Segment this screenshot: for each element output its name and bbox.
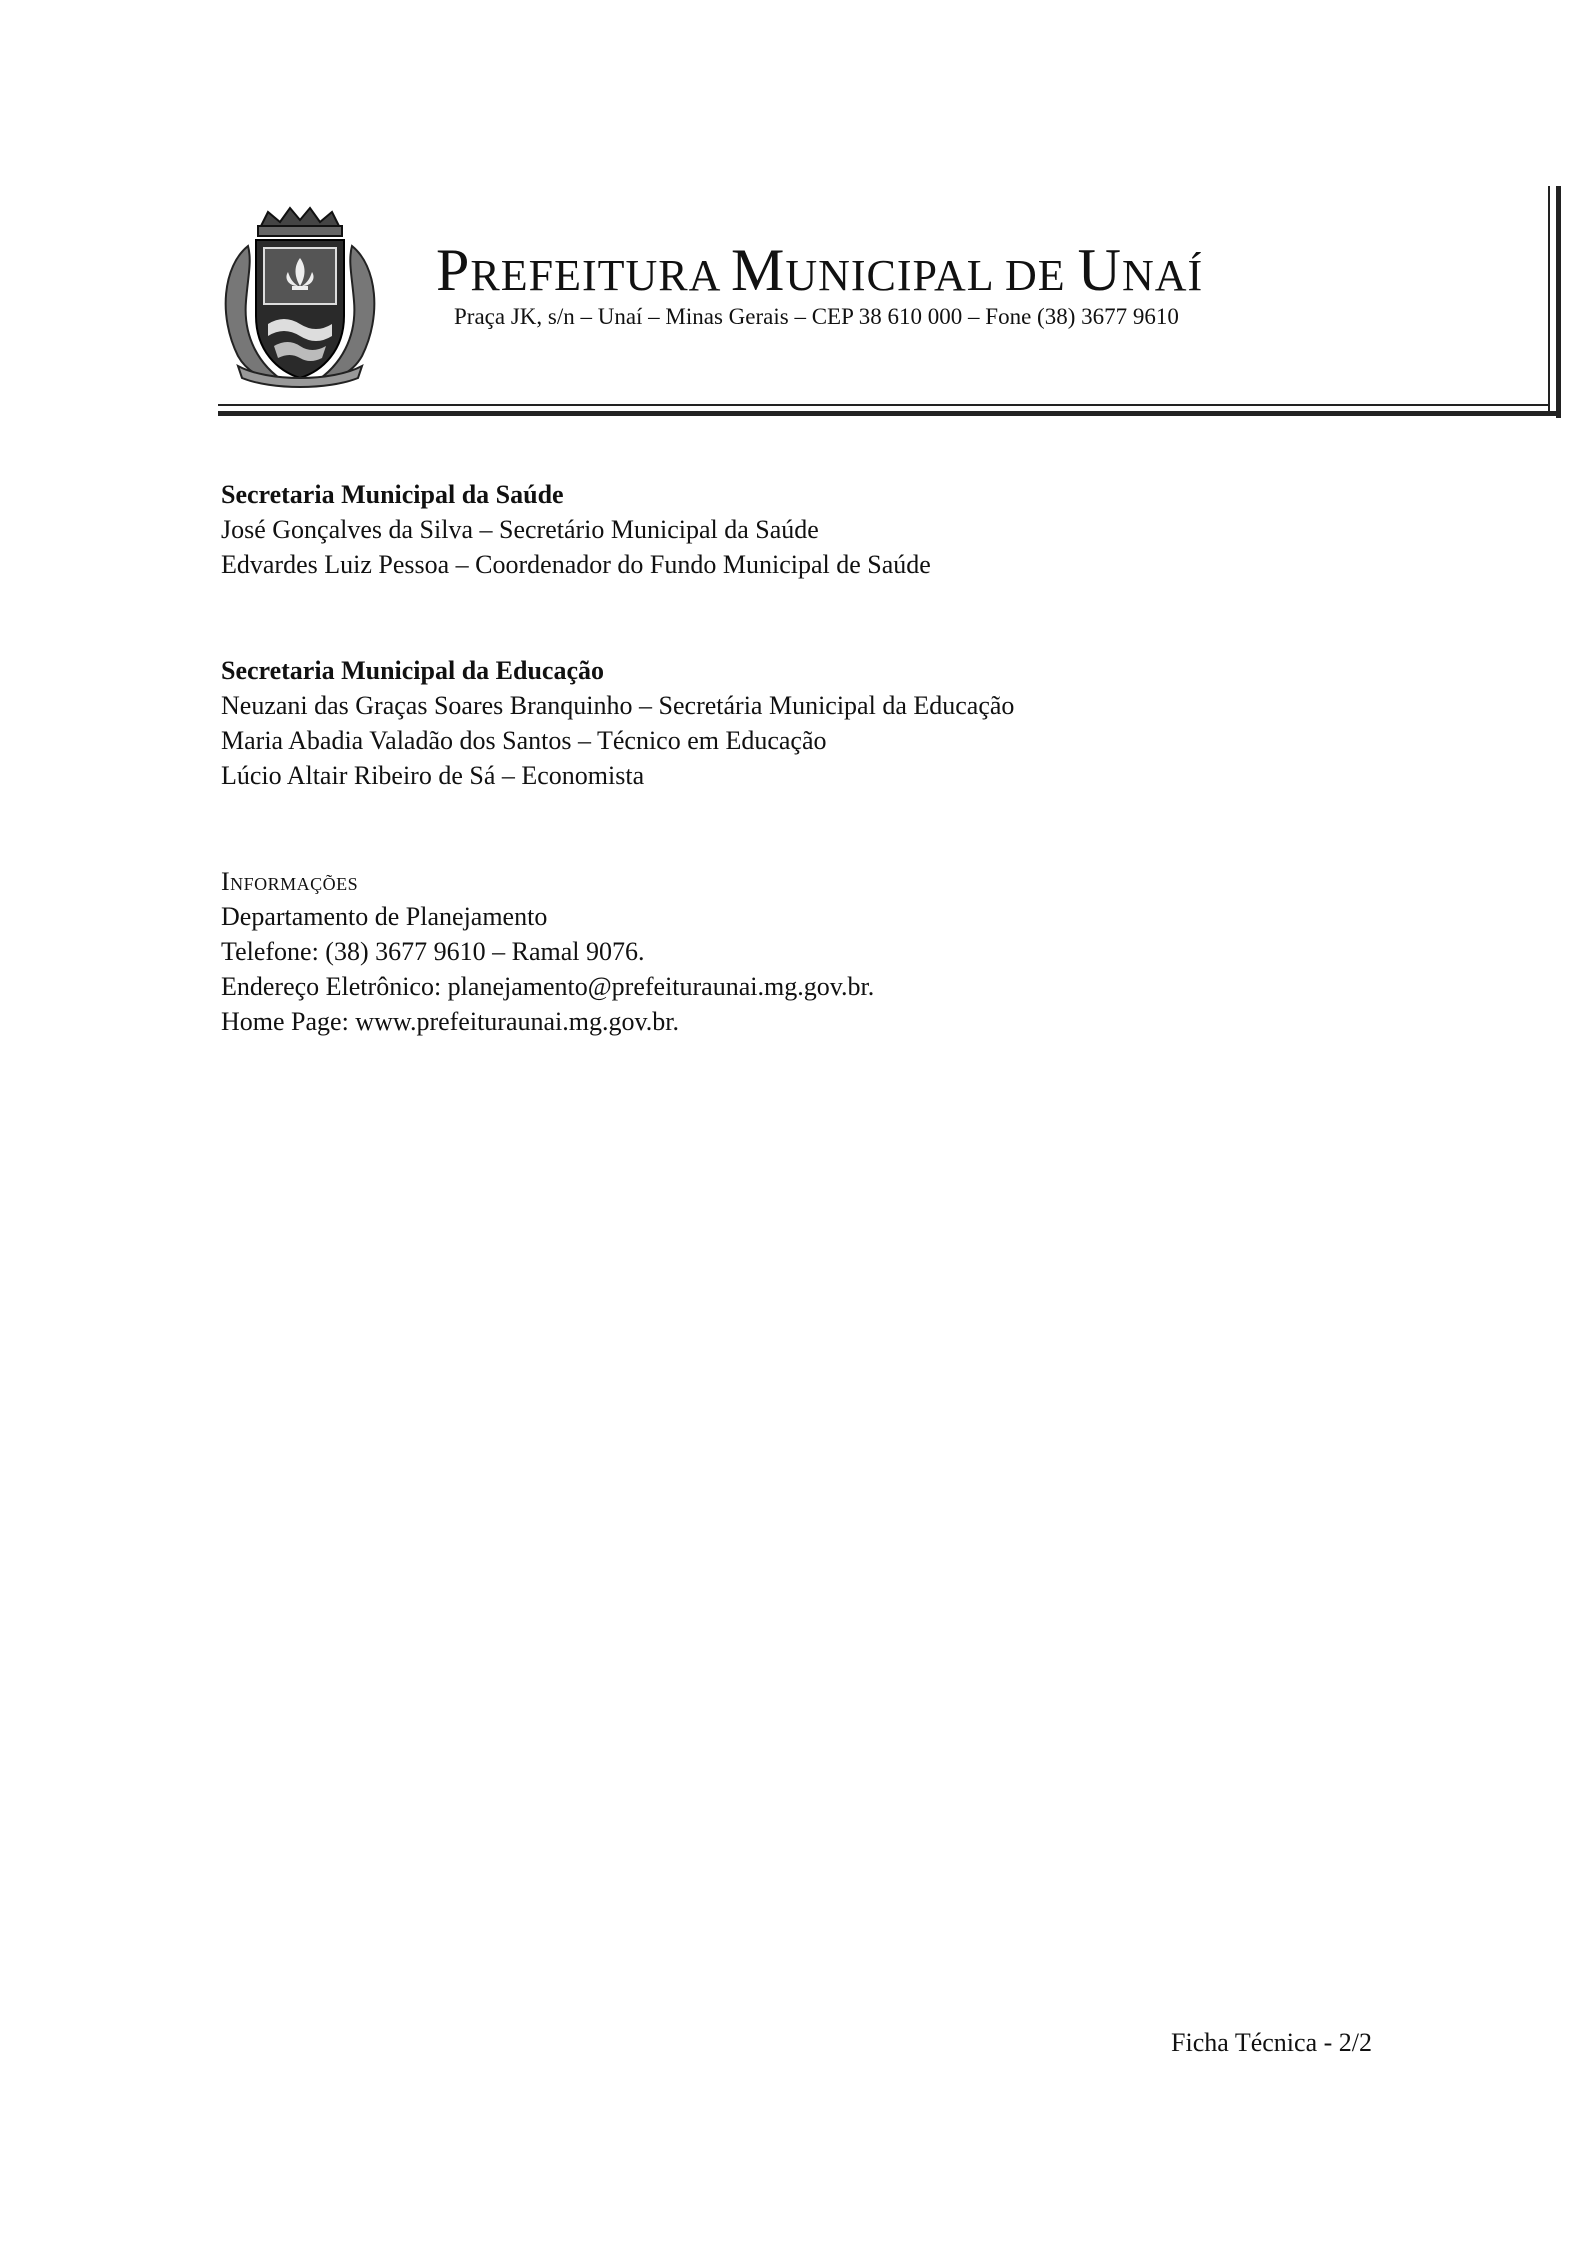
informacoes-line-2: Telefone: (38) 3677 9610 – Ramal 9076. — [221, 937, 645, 966]
page-footer: Ficha Técnica - 2/2 — [1171, 2028, 1372, 2057]
educacao-line-3: Lúcio Altair Ribeiro de Sá – Economista — [221, 761, 645, 790]
title-initial-m: M — [730, 237, 786, 303]
title-part-nai: NAÍ — [1121, 251, 1204, 300]
title-initial-p: P — [436, 237, 471, 303]
title-part-refeitura: REFEITURA — [470, 251, 731, 300]
header-border-right-thick — [1556, 186, 1561, 418]
header-border-bottom — [218, 404, 1550, 406]
organization-title — [436, 236, 1203, 305]
informacoes-line-1: Departamento de Planejamento — [221, 902, 548, 931]
section-heading-informacoes: Informações — [221, 867, 359, 896]
section-informacoes — [221, 864, 1321, 1039]
educacao-line-2: Maria Abadia Valadão dos Santos – Técnico em Educação — [221, 726, 827, 755]
section-heading-educacao: Secretaria Municipal da Educação — [221, 656, 605, 685]
informacoes-line-4: Home Page: www.prefeituraunai.mg.gov.br. — [221, 1007, 680, 1036]
municipal-crest-icon — [218, 206, 382, 388]
organization-address: Praça JK, s/n – Unaí – Minas Gerais – CEP 38 610 000 – Fone (38) 3677 9610 — [454, 304, 1179, 329]
section-saude — [221, 477, 1321, 582]
title-part-unicipal: UNICIPAL DE — [785, 251, 1078, 300]
section-educacao — [221, 653, 1321, 793]
letterhead — [218, 186, 1342, 412]
header-border-bottom-thick — [218, 411, 1561, 416]
educacao-line-1: Neuzani das Graças Soares Branquinho – Secretária Municipal da Educação — [221, 691, 1015, 720]
header-border-right — [1548, 186, 1550, 412]
saude-line-2: Edvardes Luiz Pessoa – Coordenador do Fundo Municipal de Saúde — [221, 550, 931, 579]
saude-line-1: José Gonçalves da Silva – Secretário Municipal da Saúde — [221, 515, 819, 544]
section-heading-saude: Secretaria Municipal da Saúde — [221, 480, 564, 509]
title-initial-u: U — [1077, 237, 1122, 303]
informacoes-line-3: Endereço Eletrônico: planejamento@prefeituraunai.mg.gov.br. — [221, 972, 875, 1001]
